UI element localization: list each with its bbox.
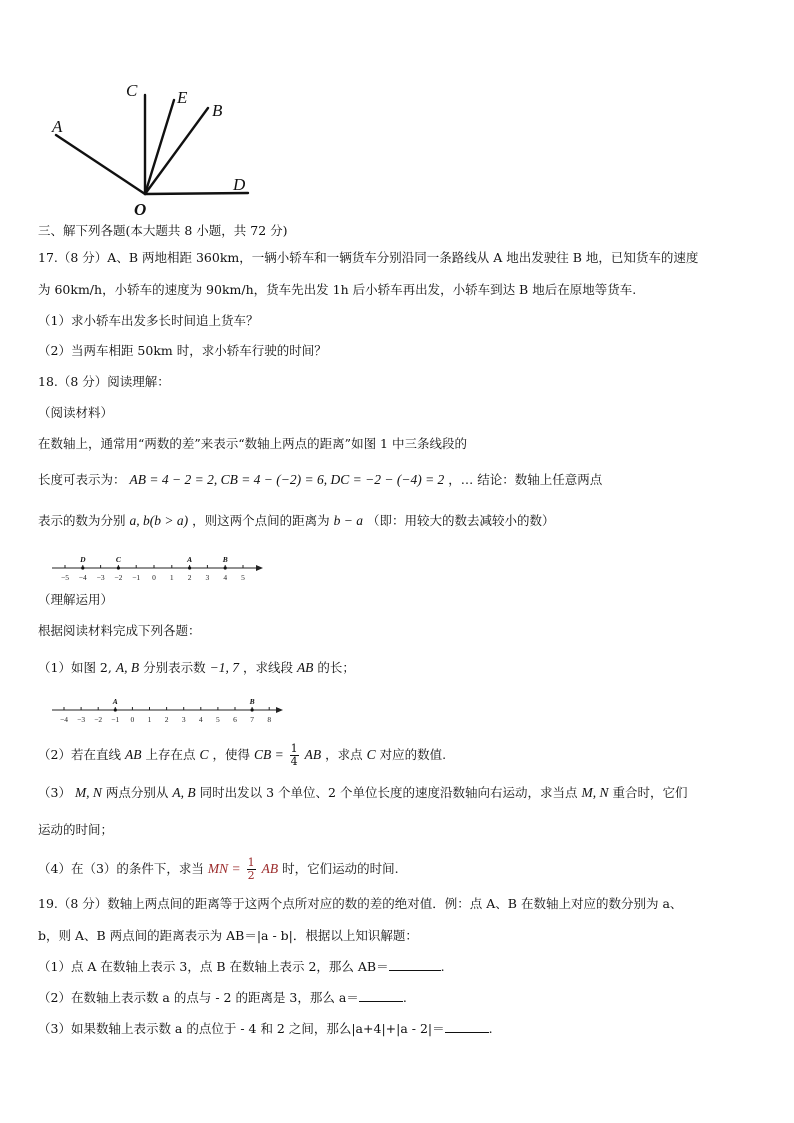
text: ，使得 <box>212 747 250 762</box>
formula: b − a <box>333 513 363 528</box>
q18-material-line1: 在数轴上，通常用“两数的差”来表示“数轴上两点的距离”如图 1 中三条线段的 <box>38 436 467 451</box>
label-o: O <box>134 200 147 219</box>
point-label: D <box>80 555 86 564</box>
q17-line1: 17.（8 分）A、B 两地相距 360km，一辆小轿车和一辆货车分别沿同一条路线从 A 地出发驶往 B 地，已知货车的速度 <box>38 250 699 265</box>
ray-oe <box>145 100 174 194</box>
answer-blank[interactable] <box>445 1021 489 1033</box>
arrow-icon <box>276 707 283 713</box>
text: （2）若在直线 <box>38 747 121 762</box>
label-b: B <box>212 101 223 120</box>
tick-label: −4 <box>60 715 68 724</box>
tick-label: 4 <box>223 573 228 582</box>
text: . <box>440 959 445 974</box>
formula: MN = <box>207 861 241 876</box>
text: 分别表示数 <box>143 660 206 675</box>
text: 重合时，它们 <box>612 785 688 800</box>
text: （2）在数轴上表示数 a 的点与 - 2 的距离是 3，那么 a＝ <box>38 990 359 1005</box>
text: . <box>488 1021 493 1036</box>
tick-label: 7 <box>250 715 254 724</box>
label-a: A <box>52 117 63 136</box>
point-c <box>117 566 120 569</box>
tick-label: −1 <box>111 715 120 724</box>
text: （1）如图 2, <box>38 660 112 675</box>
q18-sub3 <box>38 785 687 801</box>
formula: AB <box>124 747 142 762</box>
numerator: 1 <box>290 742 298 755</box>
answer-blank[interactable] <box>359 990 403 1002</box>
section-title: 三、解下列各题(本大题共 8 小题，共 72 分) <box>38 223 288 238</box>
tick-label: −4 <box>78 573 87 582</box>
formula: A, B <box>172 785 196 800</box>
point-b <box>251 708 254 711</box>
text: 时，它们运动的时间. <box>282 861 399 876</box>
q18-head: 18.（8 分）阅读理解： <box>38 374 170 389</box>
q18-sub1 <box>38 660 355 676</box>
numerator: 1 <box>247 856 255 869</box>
q17-line2: 为 60km/h，小轿车的速度为 90km/h，货车先出发 1h 后小轿车再出发，小轿车到达 B 地后在原地等货车. <box>38 282 637 297</box>
point-a <box>188 566 191 569</box>
point-label: C <box>115 555 121 564</box>
q19-sub3 <box>38 1021 493 1037</box>
formula: AB <box>296 660 314 675</box>
tick-label: 6 <box>233 715 237 724</box>
tick-label: 1 <box>147 715 152 724</box>
number-line-figure-2 <box>44 690 294 724</box>
tick-label: 0 <box>130 715 135 724</box>
text: 表示的数为分别 <box>38 513 126 528</box>
tick-label: 1 <box>169 573 174 582</box>
text: 长度可表示为： <box>38 472 126 487</box>
q18-sub3-line2: 运动的时间； <box>38 822 114 837</box>
tick-label: 2 <box>164 715 169 724</box>
tick-label: −2 <box>114 573 123 582</box>
formula: AB = 4 − 2 = 2, CB = 4 − (−2) = 6, DC = −2 − (−4) = 2 <box>129 472 445 487</box>
tick-label: 3 <box>205 573 210 582</box>
q19-line1: 19.（8 分）数轴上两点间的距离等于这两个点所对应的数的差的绝对值．例：点 A、B 在数轴上对应的数分别为 a、 <box>38 896 683 911</box>
tick-label: 0 <box>152 573 156 582</box>
q18-material-title: （阅读材料） <box>38 405 114 420</box>
text: . <box>402 990 407 1005</box>
q19-line2: b，则 A、B 两点间的距离表示为 AB＝|a - b|．根据以上知识解题： <box>38 928 418 943</box>
text: （即：用较大的数去减较小的数） <box>366 513 555 528</box>
label-c: C <box>126 81 138 100</box>
formula: a, b(b > a) <box>129 513 189 528</box>
text: 同时出发以 3 个单位、2 个单位长度的速度沿数轴向右运动，求当点 <box>199 785 578 800</box>
tick-label: 5 <box>241 573 245 582</box>
text: 的长； <box>317 660 355 675</box>
text: ，求点 <box>325 747 363 762</box>
tick-label: −3 <box>96 573 105 582</box>
text: ，求线段 <box>242 660 293 675</box>
ray-ob <box>145 108 208 194</box>
point-a <box>114 708 117 711</box>
formula: A, B <box>115 660 140 675</box>
tick-label: 4 <box>198 715 203 724</box>
formula: CB = <box>253 747 284 762</box>
formula: C <box>366 747 376 762</box>
tick-label: 8 <box>267 715 272 724</box>
q17-sub2: （2）当两车相距 50km 时，求小轿车行驶的时间？ <box>38 343 327 358</box>
fraction-one-quarter <box>290 743 299 768</box>
angle-figure <box>40 70 280 220</box>
text: （1）点 A 在数轴上表示 3，点 B 在数轴上表示 2，那么 AB＝ <box>38 959 389 974</box>
text: （3） <box>38 785 71 800</box>
tick-label: 2 <box>187 573 192 582</box>
point-label: A <box>187 555 193 564</box>
formula: AB <box>261 861 279 876</box>
text: （4）在（3）的条件下，求当 <box>38 861 204 876</box>
text: 对应的数值. <box>379 747 447 762</box>
point-label: A <box>112 697 118 706</box>
denominator: 4 <box>290 755 298 768</box>
ray-oa <box>56 135 145 194</box>
tick-label: −1 <box>132 573 141 582</box>
formula: C <box>199 747 209 762</box>
tick-label: 3 <box>181 715 186 724</box>
tick-label: −2 <box>94 715 103 724</box>
formula: M, N <box>581 785 609 800</box>
answer-blank[interactable] <box>389 959 441 971</box>
tick-label: −3 <box>77 715 86 724</box>
q17-sub1: （1）求小轿车出发多长时间追上货车？ <box>38 313 259 328</box>
q18-apply-title: （理解运用） <box>38 592 114 607</box>
formula: AB <box>304 747 322 762</box>
q18-apply-intro: 根据阅读材料完成下列各题： <box>38 623 201 638</box>
text: （3）如果数轴上表示数 a 的点位于 - 4 和 2 之间，那么|a+4|+|a - 2|＝ <box>38 1021 445 1036</box>
formula: −1, 7 <box>209 660 239 675</box>
number-line-figure-1 <box>44 548 274 584</box>
text: ，则这两个点间的距离为 <box>192 513 330 528</box>
tick-label: 5 <box>216 715 220 724</box>
fraction-one-half <box>247 857 256 882</box>
arrow-icon <box>256 565 263 571</box>
text: 两点分别从 <box>105 785 169 800</box>
denominator: 2 <box>247 869 255 882</box>
q18-material-line2 <box>38 472 602 488</box>
q19-sub2 <box>38 990 407 1006</box>
q19-sub1 <box>38 959 445 975</box>
text: ，… 结论：数轴上任意两点 <box>448 472 603 487</box>
point-b <box>224 566 227 569</box>
q18-material-line3 <box>38 513 554 529</box>
label-e: E <box>177 88 188 107</box>
point-d <box>81 566 84 569</box>
point-label: B <box>222 555 228 564</box>
tick-label: −5 <box>61 573 69 582</box>
q18-sub2 <box>38 743 446 768</box>
formula: M, N <box>74 785 102 800</box>
point-label: B <box>249 697 255 706</box>
label-d: D <box>233 175 246 194</box>
q18-sub4 <box>38 857 399 882</box>
text: 上存在点 <box>145 747 196 762</box>
